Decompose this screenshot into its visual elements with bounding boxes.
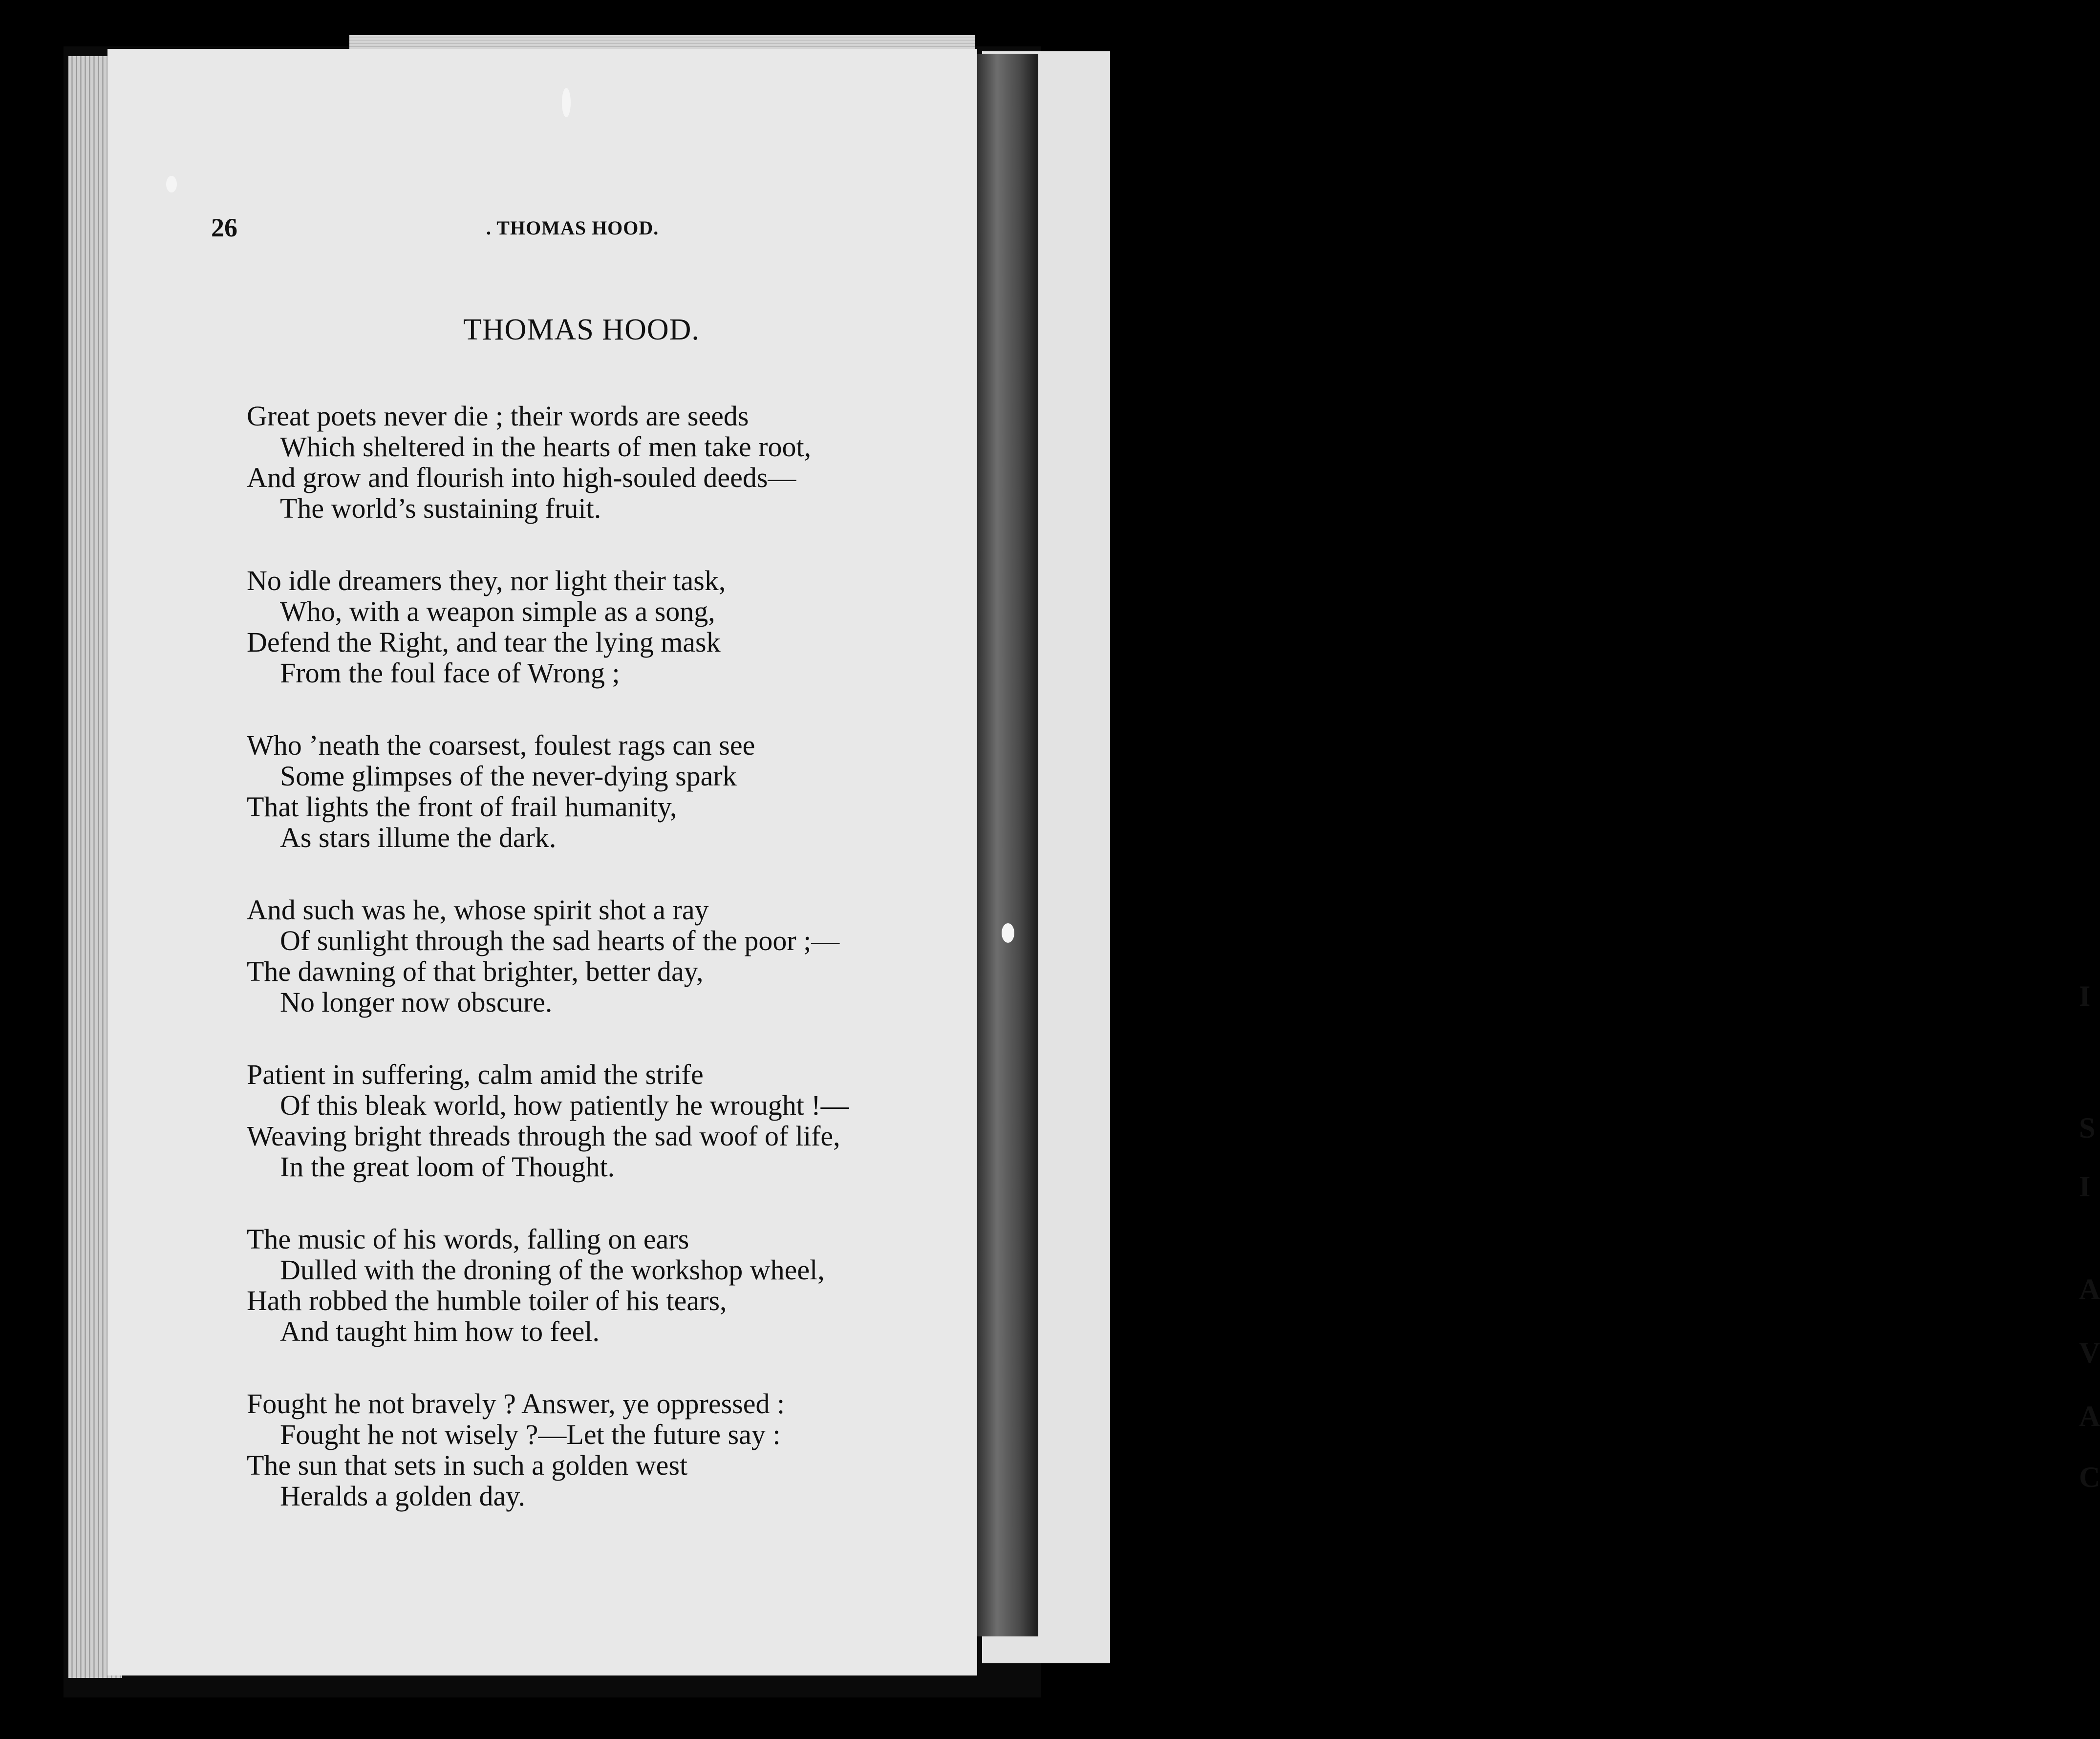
facing-letter: S (2079, 1112, 2096, 1144)
paper-speck (1002, 923, 1014, 943)
stanza (247, 730, 980, 853)
book-gutter (975, 54, 1038, 1636)
stanza (247, 894, 980, 1018)
poem-line: Fought he not wisely ?—Let the future say : (280, 1419, 781, 1450)
poem-line: As stars illume the dark. (280, 822, 557, 853)
poem-line: No longer now obscure. (280, 986, 553, 1018)
poem-line: The world’s sustaining fruit. (280, 492, 601, 524)
paper-speck (166, 176, 177, 192)
poem-line: Great poets never die ; their words are seeds (247, 400, 749, 432)
poem-line: Which sheltered in the hearts of men take root, (280, 431, 812, 463)
stanza (247, 401, 980, 524)
facing-letter: A (2079, 1273, 2100, 1305)
poem-title: THOMAS HOOD. (463, 313, 700, 346)
poem-line: The dawning of that brighter, better day, (247, 955, 704, 987)
poem-line: Defend the Right, and tear the lying mask (247, 626, 721, 658)
page-number: 26 (211, 213, 237, 242)
stanza (247, 1224, 980, 1347)
poem-line: Hath robbed the humble toiler of his tears, (247, 1285, 727, 1316)
poem-line: From the foul face of Wrong ; (280, 657, 620, 689)
running-title: . THOMAS HOOD. (486, 217, 659, 239)
stanza (247, 1388, 980, 1511)
poem-body (247, 401, 980, 1553)
top-page-edges (349, 35, 975, 49)
poem-line: Of this bleak world, how patiently he wrought !— (280, 1089, 849, 1121)
facing-letter: C (2079, 1461, 2100, 1493)
book-page (107, 49, 977, 1675)
stanza (247, 1059, 980, 1182)
poem-line: Fought he not bravely ? Answer, ye oppressed : (247, 1388, 785, 1420)
poem-line: Heralds a golden day. (280, 1480, 525, 1512)
poem-line: And grow and flourish into high-souled deeds— (247, 462, 796, 493)
poem-line: That lights the front of frail humanity, (247, 791, 677, 823)
poem-line: In the great loom of Thought. (280, 1151, 615, 1183)
facing-letter: V (2079, 1336, 2100, 1369)
poem-line: Who, with a weapon simple as a song, (280, 595, 715, 627)
stanza (247, 565, 980, 688)
paper-speck (562, 88, 571, 117)
poem-line: No idle dreamers they, nor light their task, (247, 565, 726, 596)
poem-line: The music of his words, falling on ears (247, 1223, 689, 1255)
poem-line: Patient in suffering, calm amid the strife (247, 1059, 704, 1090)
poem-line: And such was he, whose spirit shot a ray (247, 894, 709, 926)
poem-line: Who ’neath the coarsest, foulest rags can see (247, 729, 755, 761)
poem-line: Dulled with the droning of the workshop wheel, (280, 1254, 825, 1286)
poem-line: Weaving bright threads through the sad woof of life, (247, 1120, 840, 1152)
poem-line: Of sunlight through the sad hearts of the poor ;— (280, 925, 840, 956)
poem-line: And taught him how to feel. (280, 1315, 600, 1347)
facing-letter: A (2079, 1400, 2100, 1432)
facing-letter: I (2079, 980, 2091, 1012)
poem-line: Some glimpses of the never-dying spark (280, 760, 737, 792)
poem-line: The sun that sets in such a golden west (247, 1449, 688, 1481)
facing-letter: I (2079, 1170, 2091, 1203)
